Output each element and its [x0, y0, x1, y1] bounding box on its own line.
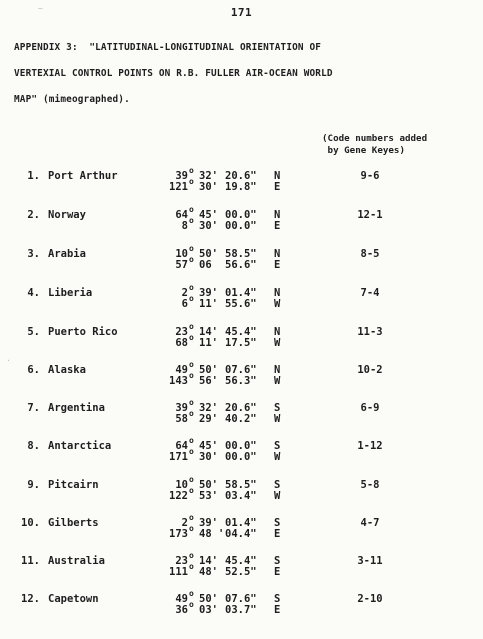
minutes: 56' — [199, 375, 218, 387]
degrees: 6 — [181, 298, 188, 310]
point-number: 12. — [21, 593, 40, 605]
code-number: 3-11 — [357, 555, 383, 567]
degree-symbol: o — [189, 447, 194, 456]
point-number: 10. — [21, 517, 40, 529]
code-number: 8-5 — [360, 248, 380, 260]
degrees: 49 — [175, 593, 188, 605]
degrees: 64 — [175, 440, 188, 452]
minutes: 11' — [199, 337, 218, 349]
minutes: 50' — [199, 593, 218, 605]
direction: W — [274, 337, 281, 349]
direction: W — [274, 413, 281, 425]
place-name: Puerto Rico — [48, 326, 118, 338]
minutes: 50' — [199, 479, 218, 491]
degrees: 58 — [175, 413, 188, 425]
control-point-row — [0, 475, 483, 509]
control-point-row — [0, 166, 483, 200]
seconds: 01.4" — [225, 517, 257, 529]
place-name: Antarctica — [48, 440, 112, 452]
control-point-row — [0, 205, 483, 239]
direction: E — [274, 220, 281, 232]
scan-speck: ~ — [38, 4, 43, 13]
page-number: 171 — [230, 6, 253, 19]
degrees: 111 — [169, 566, 188, 578]
seconds: 40.2" — [225, 413, 257, 425]
code-number: 10-2 — [357, 364, 383, 376]
code-number: 9-6 — [360, 170, 380, 182]
control-point-row — [0, 244, 483, 278]
degrees: 10 — [175, 479, 188, 491]
degree-symbol: o — [189, 562, 194, 571]
minutes: 14' — [199, 326, 218, 338]
minutes: 30' — [199, 220, 218, 232]
place-name: Gilberts — [48, 517, 99, 529]
code-number: 1-12 — [357, 440, 383, 452]
seconds: 45.4" — [225, 326, 257, 338]
control-point-row — [0, 322, 483, 356]
direction: W — [274, 298, 281, 310]
degrees: 68 — [175, 337, 188, 349]
code-number: 11-3 — [357, 326, 383, 338]
point-number: 11. — [21, 555, 40, 567]
direction: S — [274, 479, 281, 491]
degree-symbol: o — [189, 524, 194, 533]
code-number: 12-1 — [357, 209, 383, 221]
seconds: 52.5" — [225, 566, 257, 578]
place-name: Port Arthur — [48, 170, 118, 182]
point-number: 4. — [27, 287, 40, 299]
control-point-row — [0, 398, 483, 432]
seconds: 20.6" — [225, 402, 257, 414]
control-point-row — [0, 551, 483, 585]
direction: N — [274, 326, 281, 338]
minutes: 11' — [199, 298, 218, 310]
seconds: 00.0" — [225, 440, 257, 452]
minutes: 14' — [199, 555, 218, 567]
degree-symbol: o — [189, 551, 194, 560]
direction: N — [274, 364, 281, 376]
degree-symbol: o — [189, 322, 194, 331]
place-name: Alaska — [48, 364, 86, 376]
point-number: 1. — [27, 170, 40, 182]
seconds: 00.0" — [225, 220, 257, 232]
direction: S — [274, 593, 281, 605]
point-number: 3. — [27, 248, 40, 260]
code-number: 7-4 — [360, 287, 380, 299]
seconds: 20.6" — [225, 170, 257, 182]
degree-symbol: o — [189, 371, 194, 380]
degrees: 122 — [169, 490, 188, 502]
direction: N — [274, 209, 281, 221]
point-number: 5. — [27, 326, 40, 338]
minutes: 53' — [199, 490, 218, 502]
control-point-row — [0, 513, 483, 547]
code-number: 6-9 — [360, 402, 380, 414]
direction: W — [274, 451, 281, 463]
minutes: 03' — [199, 604, 218, 616]
point-number: 7. — [27, 402, 40, 414]
title-line-3: MAP" (mimeographed). — [14, 94, 130, 105]
seconds: 56.3" — [225, 375, 257, 387]
point-number: 6. — [27, 364, 40, 376]
direction: E — [274, 181, 281, 193]
direction: E — [274, 259, 281, 271]
place-name: Liberia — [48, 287, 93, 299]
direction: N — [274, 248, 281, 260]
minutes: 30' — [199, 181, 218, 193]
direction: S — [274, 555, 281, 567]
seconds: 07.6" — [225, 593, 257, 605]
minutes: 50' — [199, 364, 218, 376]
seconds: 45.4" — [225, 555, 257, 567]
seconds: 03.4" — [225, 490, 257, 502]
point-number: 9. — [27, 479, 40, 491]
direction: N — [274, 287, 281, 299]
degrees: 8 — [181, 220, 188, 232]
direction: E — [274, 604, 281, 616]
direction: W — [274, 375, 281, 387]
point-number: 8. — [27, 440, 40, 452]
direction: S — [274, 440, 281, 452]
degrees: 171 — [169, 451, 188, 463]
seconds: 56.6" — [225, 259, 257, 271]
seconds: 58.5" — [225, 479, 257, 491]
degree-symbol: o — [189, 166, 194, 175]
degree-symbol: o — [189, 294, 194, 303]
degrees: 64 — [175, 209, 188, 221]
minutes: 45' — [199, 440, 218, 452]
direction: W — [274, 490, 281, 502]
degree-symbol: o — [189, 513, 194, 522]
degree-symbol: o — [189, 398, 194, 407]
minutes: 29' — [199, 413, 218, 425]
direction: S — [274, 517, 281, 529]
seconds: 00.0" — [225, 451, 257, 463]
direction: E — [274, 528, 281, 540]
minutes: 50' — [199, 248, 218, 260]
degree-symbol: o — [189, 360, 194, 369]
seconds: 19.8" — [225, 181, 257, 193]
direction: N — [274, 170, 281, 182]
degrees: 39 — [175, 170, 188, 182]
control-point-row — [0, 436, 483, 470]
degree-symbol: o — [189, 333, 194, 342]
place-name: Capetown — [48, 593, 99, 605]
degree-symbol: o — [189, 244, 194, 253]
seconds: 04.4" — [225, 528, 257, 540]
degrees: 121 — [169, 181, 188, 193]
seconds: 07.6" — [225, 364, 257, 376]
degrees: 49 — [175, 364, 188, 376]
degree-symbol: o — [189, 409, 194, 418]
minutes: 32' — [199, 170, 218, 182]
degrees: 57 — [175, 259, 188, 271]
direction: S — [274, 402, 281, 414]
place-name: Norway — [48, 209, 86, 221]
code-number: 2-10 — [357, 593, 383, 605]
degree-symbol: o — [189, 589, 194, 598]
place-name: Australia — [48, 555, 105, 567]
degrees: 23 — [175, 326, 188, 338]
seconds: 00.0" — [225, 209, 257, 221]
place-name: Pitcairn — [48, 479, 99, 491]
place-name: Arabia — [48, 248, 86, 260]
note-line-1: (Code numbers added — [322, 133, 428, 144]
control-point-row — [0, 283, 483, 317]
degree-symbol: o — [189, 283, 194, 292]
place-name: Argentina — [48, 402, 105, 414]
degrees: 36 — [175, 604, 188, 616]
direction: E — [274, 566, 281, 578]
degree-symbol: o — [189, 600, 194, 609]
point-number: 2. — [27, 209, 40, 221]
degrees: 2 — [181, 517, 188, 529]
seconds: 58.5" — [225, 248, 257, 260]
degrees: 23 — [175, 555, 188, 567]
degrees: 10 — [175, 248, 188, 260]
scan-speck: . — [6, 354, 11, 363]
minutes: 39' — [199, 517, 218, 529]
seconds: 55.6" — [225, 298, 257, 310]
degree-symbol: o — [189, 205, 194, 214]
minutes: 45' — [199, 209, 218, 221]
minutes: 32' — [199, 402, 218, 414]
minutes: 48' — [199, 566, 218, 578]
title-line-2: VERTEXIAL CONTROL POINTS ON R.B. FULLER AIR-OCEAN WORLD — [14, 68, 333, 79]
degree-symbol: o — [189, 436, 194, 445]
degree-symbol: o — [189, 255, 194, 264]
seconds: 03.7" — [225, 604, 257, 616]
minutes: 06 — [199, 259, 212, 271]
control-point-row — [0, 360, 483, 394]
degree-symbol: o — [189, 177, 194, 186]
degrees: 2 — [181, 287, 188, 299]
degree-symbol: o — [189, 486, 194, 495]
degrees: 39 — [175, 402, 188, 414]
seconds: 01.4" — [225, 287, 257, 299]
degrees: 143 — [169, 375, 188, 387]
note-line-2: by Gene Keyes) — [322, 145, 405, 156]
degree-symbol: o — [189, 475, 194, 484]
minutes: 30' — [199, 451, 218, 463]
code-number: 5-8 — [360, 479, 380, 491]
seconds: 17.5" — [225, 337, 257, 349]
degree-symbol: o — [189, 216, 194, 225]
title-line-1: APPENDIX 3: "LATITUDINAL-LONGITUDINAL ORIENTATION OF — [14, 42, 322, 53]
degrees: 173 — [169, 528, 188, 540]
minutes: 39' — [199, 287, 218, 299]
code-number: 4-7 — [360, 517, 380, 529]
minutes: 48 ' — [199, 528, 225, 540]
control-point-row — [0, 589, 483, 623]
